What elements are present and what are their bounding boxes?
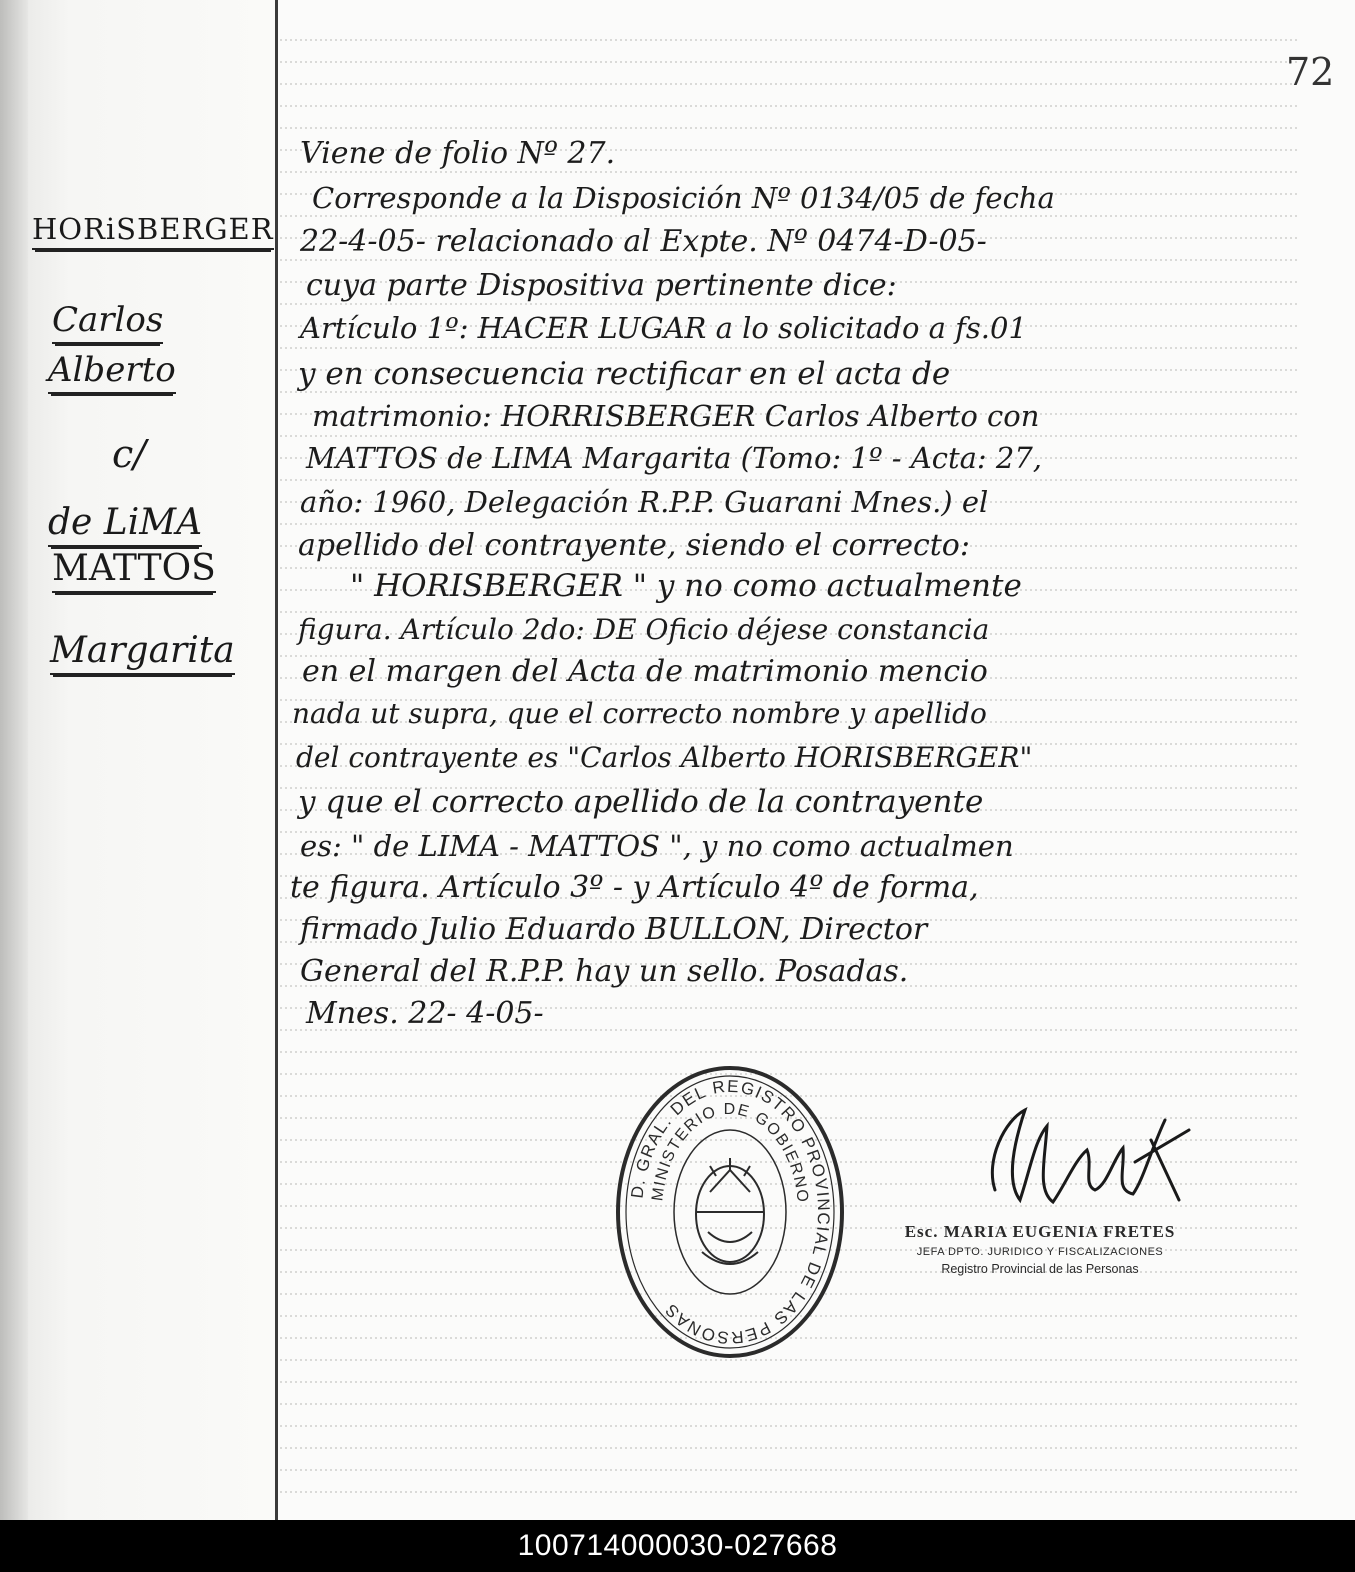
body-line: Mnes. 22- 4-05- (306, 996, 544, 1031)
margin-given-name-2: Alberto (48, 350, 176, 394)
body-line: Artículo 1º: HACER LUGAR a lo solicitado a fs.01 (300, 311, 1027, 345)
body-line: 22-4-05- relacionado al Expte. Nº 0474-D-05- (300, 224, 987, 259)
document-id-label: 100714000030-027668 (517, 1529, 838, 1562)
officer-stamp (860, 1222, 1220, 1276)
body-line: y en consecuencia rectificar en el acta de (298, 356, 951, 392)
body-line: Viene de folio Nº 27. (300, 136, 616, 171)
body-line: año: 1960, Delegación R.P.P. Guarani Mnes.) el (300, 485, 989, 519)
body-line: del contrayente es "Carlos Alberto HORISBERGER" (296, 741, 1033, 774)
officer-role: JEFA DPTO. JURIDICO Y FISCALIZACIONES (916, 1246, 1164, 1258)
body-line: figura. Artículo 2do: DE Oficio déjese constancia (298, 613, 990, 646)
seal-outer-text: D. GRAL. DEL REGISTRO PROVINCIAL DE LAS PERSONAS (627, 1076, 834, 1348)
coat-of-arms-icon (696, 1158, 764, 1264)
margin-surname: HORiSBERGER (32, 212, 274, 250)
officer-name: Esc. MARIA EUGENIA FRETES (904, 1222, 1176, 1241)
body-line: MATTOS de LIMA Margarita (Tomo: 1º - Acta: 27, (306, 441, 1043, 475)
body-line: es: " de LIMA - MATTOS ", y no como actualmen (300, 829, 1014, 863)
margin-rule (275, 0, 278, 1520)
margin-given-name-1: Carlos (52, 300, 163, 344)
handwritten-signature (975, 1090, 1205, 1230)
binding-shadow (0, 0, 28, 1520)
body-line: firmado Julio Eduardo BULLON, Director (300, 912, 928, 947)
body-line: " HORISBERGER " y no como actualmente (350, 568, 1022, 604)
page-number: 72 (1286, 50, 1335, 94)
body-line: te figura. Artículo 3º - y Artículo 4º de forma, (290, 870, 979, 905)
body-line: nada ut supra, que el correcto nombre y apellido (292, 697, 987, 730)
official-seal-stamp (610, 1062, 850, 1362)
body-line: apellido del contrayente, siendo el correcto: (298, 528, 970, 563)
body-line: y que el correcto apellido de la contrayente (298, 784, 984, 820)
body-line: General del R.P.P. hay un sello. Posadas. (300, 954, 909, 989)
seal-inner-text: MINISTERIO DE GOBIERNO (649, 1100, 811, 1205)
body-line: cuya parte Dispositiva pertinente dice: (306, 268, 897, 303)
officer-office: Registro Provincial de las Personas (941, 1262, 1139, 1276)
body-line: Corresponde a la Disposición Nº 0134/05 de fecha (312, 181, 1055, 215)
body-line: en el margen del Acta de matrimonio mencio (302, 654, 988, 689)
margin-spouse-name-1: de LiMA (48, 502, 202, 547)
margin-conjunction: c/ (112, 432, 147, 476)
body-line: matrimonio: HORRISBERGER Carlos Alberto con (312, 399, 1040, 433)
margin-spouse-name-2: MATTOS (52, 548, 216, 593)
margin-spouse-name-3: Margarita (50, 630, 235, 675)
